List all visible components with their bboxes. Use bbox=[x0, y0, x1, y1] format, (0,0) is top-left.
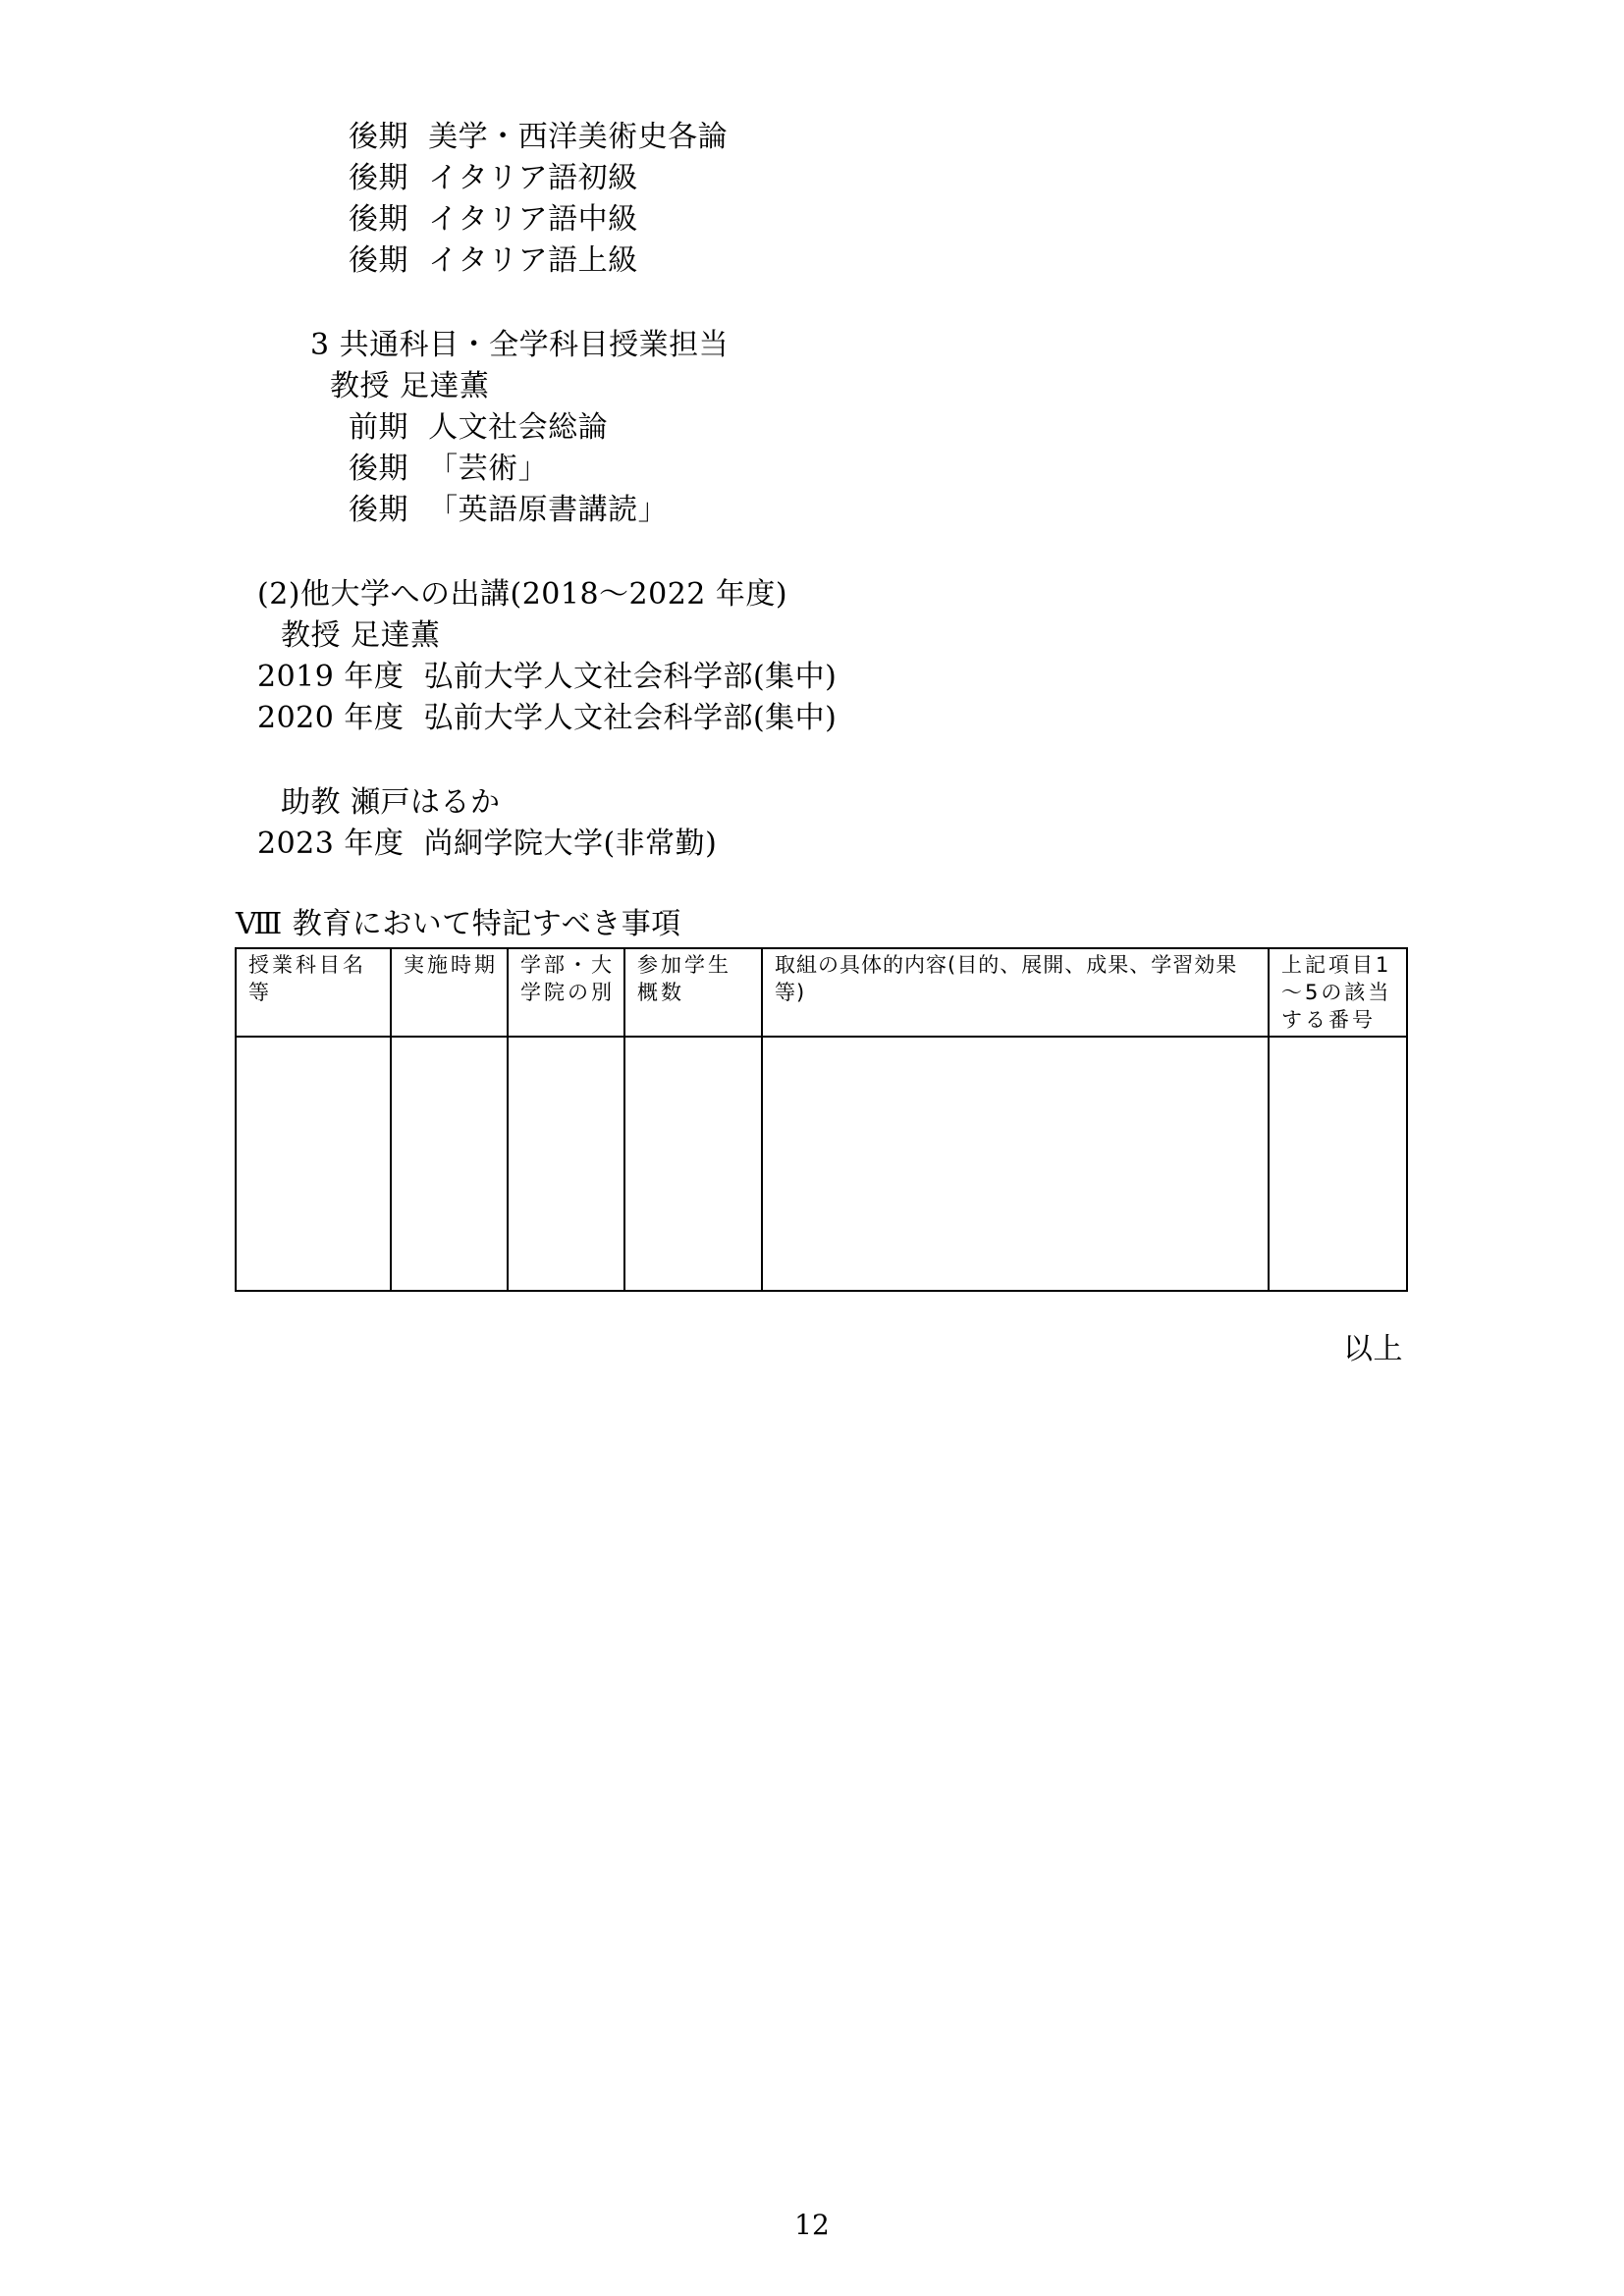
table-header-row bbox=[236, 948, 1407, 1037]
outside-lectures-instructor: 助教 瀬戸はるか bbox=[281, 785, 501, 820]
course-term: 後期 bbox=[349, 493, 408, 527]
course-line bbox=[349, 200, 638, 240]
section3-heading: 3 共通科目・全学科目授業担当 bbox=[310, 328, 730, 362]
table-cell bbox=[762, 1037, 1269, 1291]
page-number: 12 bbox=[794, 2209, 830, 2241]
course-term: 後期 bbox=[349, 161, 408, 195]
course-line bbox=[349, 450, 548, 489]
course-name: 「芸術」 bbox=[428, 452, 549, 486]
closing-text: 以上 bbox=[1343, 1332, 1403, 1366]
outside-lecture-entry bbox=[257, 658, 837, 697]
lecture-year: 2020 年度 bbox=[257, 701, 405, 735]
lecture-place: 弘前大学人文社会科学部(集中) bbox=[423, 660, 838, 694]
table-cell bbox=[236, 1037, 391, 1291]
course-line bbox=[349, 159, 638, 198]
course-name: イタリア語初級 bbox=[428, 161, 638, 195]
course-name: 「英語原書講読」 bbox=[428, 493, 669, 527]
table-cell bbox=[1269, 1037, 1407, 1291]
outside-lecture-entry bbox=[257, 699, 837, 738]
lecture-year: 2023 年度 bbox=[257, 827, 405, 861]
course-name: 人文社会総論 bbox=[428, 410, 609, 445]
course-term: 後期 bbox=[349, 202, 408, 237]
outside-lecture-entry bbox=[257, 825, 717, 864]
course-term: 後期 bbox=[349, 243, 408, 278]
course-term: 後期 bbox=[349, 452, 408, 486]
lecture-year: 2019 年度 bbox=[257, 660, 405, 694]
course-line bbox=[349, 118, 728, 157]
header-faculty-type: 学部・大学院の別 bbox=[508, 948, 624, 1037]
table-cell bbox=[624, 1037, 762, 1291]
outside-lectures-heading: (2)他大学への出講(2018～2022 年度) bbox=[257, 577, 788, 612]
course-term: 前期 bbox=[349, 410, 408, 445]
section3-instructor: 教授 足達薫 bbox=[330, 369, 490, 403]
course-line bbox=[349, 491, 668, 530]
header-course-name: 授業科目名等 bbox=[236, 948, 391, 1037]
header-content: 取組の具体的内容(目的、展開、成果、学習効果等) bbox=[762, 948, 1269, 1037]
table-row bbox=[236, 1037, 1407, 1291]
table-cell bbox=[391, 1037, 508, 1291]
special-notes-table bbox=[235, 947, 1408, 1292]
lecture-place: 弘前大学人文社会科学部(集中) bbox=[423, 701, 838, 735]
header-student-count: 参加学生概数 bbox=[624, 948, 762, 1037]
course-term: 後期 bbox=[349, 120, 408, 154]
course-name: 美学・西洋美術史各論 bbox=[428, 120, 729, 154]
table-cell bbox=[508, 1037, 624, 1291]
lecture-place: 尚絅学院大学(非常勤) bbox=[423, 827, 718, 861]
section8-heading: Ⅷ 教育において特記すべき事項 bbox=[236, 907, 681, 941]
course-line bbox=[349, 241, 638, 281]
outside-lectures-instructor: 教授 足達薫 bbox=[281, 618, 441, 653]
header-item-number: 上記項目1～5の該当する番号 bbox=[1269, 948, 1407, 1037]
course-line bbox=[349, 408, 608, 448]
course-name: イタリア語中級 bbox=[428, 202, 638, 237]
course-name: イタリア語上級 bbox=[428, 243, 638, 278]
header-period: 実施時期 bbox=[391, 948, 508, 1037]
